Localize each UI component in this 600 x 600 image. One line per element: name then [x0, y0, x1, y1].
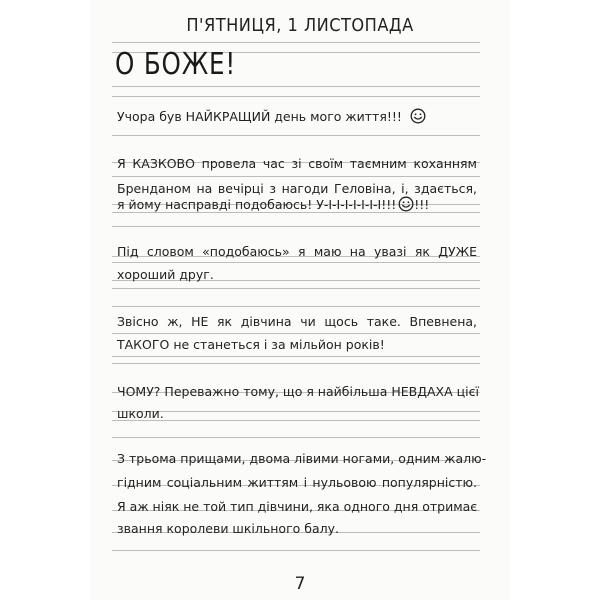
- paragraph-line: гідним соціальним життям і нульовою популярністю.: [117, 475, 477, 490]
- ruled-line: [112, 86, 480, 87]
- paragraph-line: звання королеви шкільного балу.: [117, 521, 339, 536]
- paragraph-line: Я аж ніяк не той тип дівчини, яка одного дня отримає: [117, 499, 478, 514]
- smiley-face-icon: [398, 196, 414, 217]
- ruled-line: [112, 437, 480, 438]
- ruled-line: [112, 550, 480, 551]
- paragraph-line: Під словом «подобаюсь» я маю на увазі як ДУЖЕ: [117, 244, 477, 259]
- ruled-line: [112, 288, 480, 289]
- paragraph-text: Учора був НАЙКРАЩИЙ день мого життя!!!: [117, 109, 402, 124]
- paragraph-line: [117, 196, 477, 217]
- paragraph-line: школи.: [117, 406, 164, 421]
- diary-date: П'ЯТНИЦЯ, 1 ЛИСТОПАДА: [186, 15, 414, 36]
- ruled-line: [112, 363, 480, 364]
- paragraph-line: З трьома прищами, двома лівими ногами, одним жалю-: [117, 451, 487, 466]
- paragraph-line: [117, 108, 477, 129]
- ruled-line: [112, 42, 480, 43]
- paragraph-line: ЧОМУ? Переважно тому, що я найбільша НЕВДАХА цієї: [117, 384, 479, 399]
- paragraph-line: Звісно ж, НЕ як дівчина чи щось таке. Впевнена,: [117, 314, 477, 329]
- diary-page: [90, 0, 510, 600]
- ruled-line: [112, 262, 480, 263]
- paragraph-text: !!!: [414, 197, 430, 212]
- paragraph-line: хороший друг.: [117, 267, 214, 282]
- ruled-line: [112, 356, 480, 357]
- ruled-line: [112, 135, 480, 136]
- smiley-face-icon: [410, 108, 426, 129]
- entry-heading: О БОЖЕ!: [115, 47, 237, 82]
- ruled-line: [112, 333, 480, 334]
- ruled-line: [112, 226, 480, 227]
- ruled-line: [112, 306, 480, 307]
- paragraph-text: я йому насправді подобаюсь! У-І-І-І-І-І-І-І!!!: [117, 197, 397, 212]
- paragraph-line: Бренданом на вечірці з нагоди Геловіна, і, здається,: [117, 181, 477, 196]
- ruled-line: [112, 96, 480, 97]
- paragraph-line: Я КАЗКОВО провела час зі своїм таємним коханням: [117, 156, 477, 171]
- paragraph-line: ТАКОГО не станеться і за мільйон років!: [117, 337, 385, 352]
- page-number: 7: [294, 574, 306, 594]
- ruled-line: [112, 176, 480, 177]
